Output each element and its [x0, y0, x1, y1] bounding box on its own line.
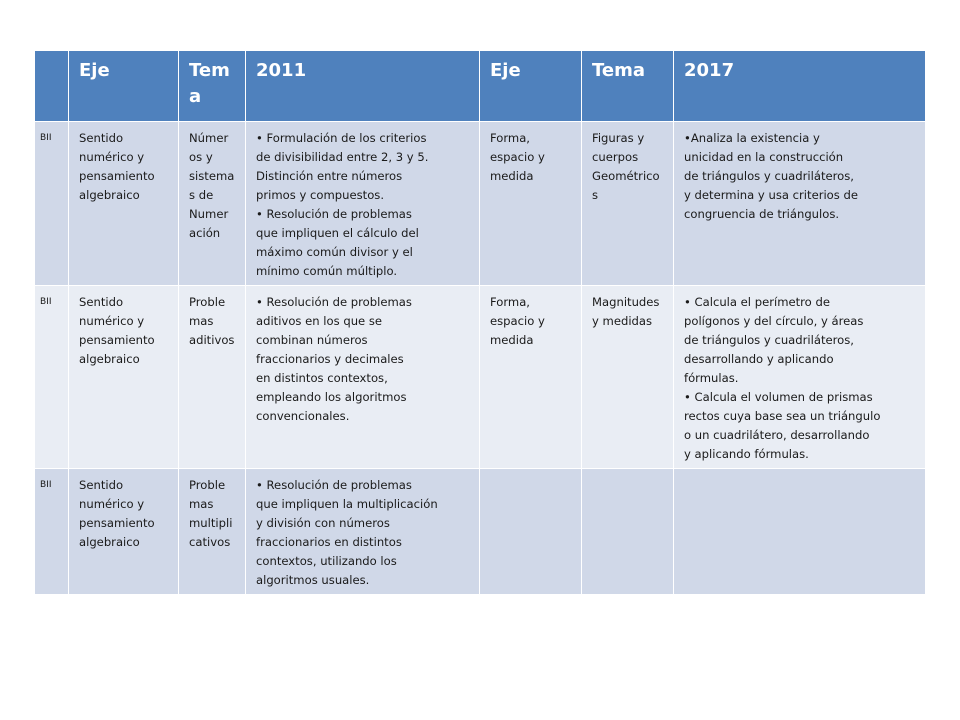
aprendizaje-2011-cell: • Resolución de problemas aditivos en los que se combinan números fraccionarios y decimales en distintos contextos, empleando los algoritmos convencionales. — [246, 286, 480, 469]
header-eje-2011: Eje — [69, 51, 179, 122]
header-2017: 2017 — [674, 51, 926, 122]
eje-2011-cell: Sentido numérico y pensamiento algebraico — [69, 469, 179, 595]
header-corner — [35, 51, 69, 122]
eje-2011-cell: Sentido numérico y pensamiento algebraico — [69, 122, 179, 286]
table-row — [35, 122, 926, 286]
eje-2011-cell: Sentido numérico y pensamiento algebraico — [69, 286, 179, 469]
tema-2017-cell — [582, 469, 674, 595]
table-row — [35, 286, 926, 469]
eje-2017-cell: Forma, espacio y medida — [480, 122, 582, 286]
aprendizaje-2017-cell — [674, 469, 926, 595]
header-eje-2017: Eje — [480, 51, 582, 122]
block-code: BII — [35, 122, 69, 286]
tema-2017-cell: Figuras y cuerpos Geométrico s — [582, 122, 674, 286]
aprendizaje-2011-cell: • Resolución de problemas que impliquen la multiplicación y división con números fraccionarios en distintos contextos, utilizando los algoritmos usuales. — [246, 469, 480, 595]
tema-2017-cell: Magnitudes y medidas — [582, 286, 674, 469]
aprendizaje-2017-cell: • Calcula el perímetro de polígonos y del círculo, y áreas de triángulos y cuadriláteros, desarrollando y aplicando fórmulas. • Calcula el volumen de prismas rectos cuya base sea un triángulo o un cuadrilátero, desarrollando y aplicando fórmulas. — [674, 286, 926, 469]
table-row — [35, 469, 926, 595]
header-row — [35, 51, 926, 122]
header-2011: 2011 — [246, 51, 480, 122]
eje-2017-cell — [480, 469, 582, 595]
aprendizaje-2017-cell: •Analiza la existencia y unicidad en la construcción de triángulos y cuadriláteros, y determina y usa criterios de congruencia de triángulos. — [674, 122, 926, 286]
header-tema-2017: Tema — [582, 51, 674, 122]
header-tema-2011: Tem a — [179, 51, 246, 122]
curriculum-comparison-table — [34, 50, 926, 595]
block-code: BII — [35, 469, 69, 595]
aprendizaje-2011-cell: • Formulación de los criterios de divisibilidad entre 2, 3 y 5. Distinción entre números primos y compuestos. • Resolución de problemas que impliquen el cálculo del máximo común divisor y el mínimo común múltiplo. — [246, 122, 480, 286]
tema-2011-cell: Proble mas multipli cativos — [179, 469, 246, 595]
tema-2011-cell: Númer os y sistema s de Numer ación — [179, 122, 246, 286]
block-code: BII — [35, 286, 69, 469]
eje-2017-cell: Forma, espacio y medida — [480, 286, 582, 469]
tema-2011-cell: Proble mas aditivos — [179, 286, 246, 469]
